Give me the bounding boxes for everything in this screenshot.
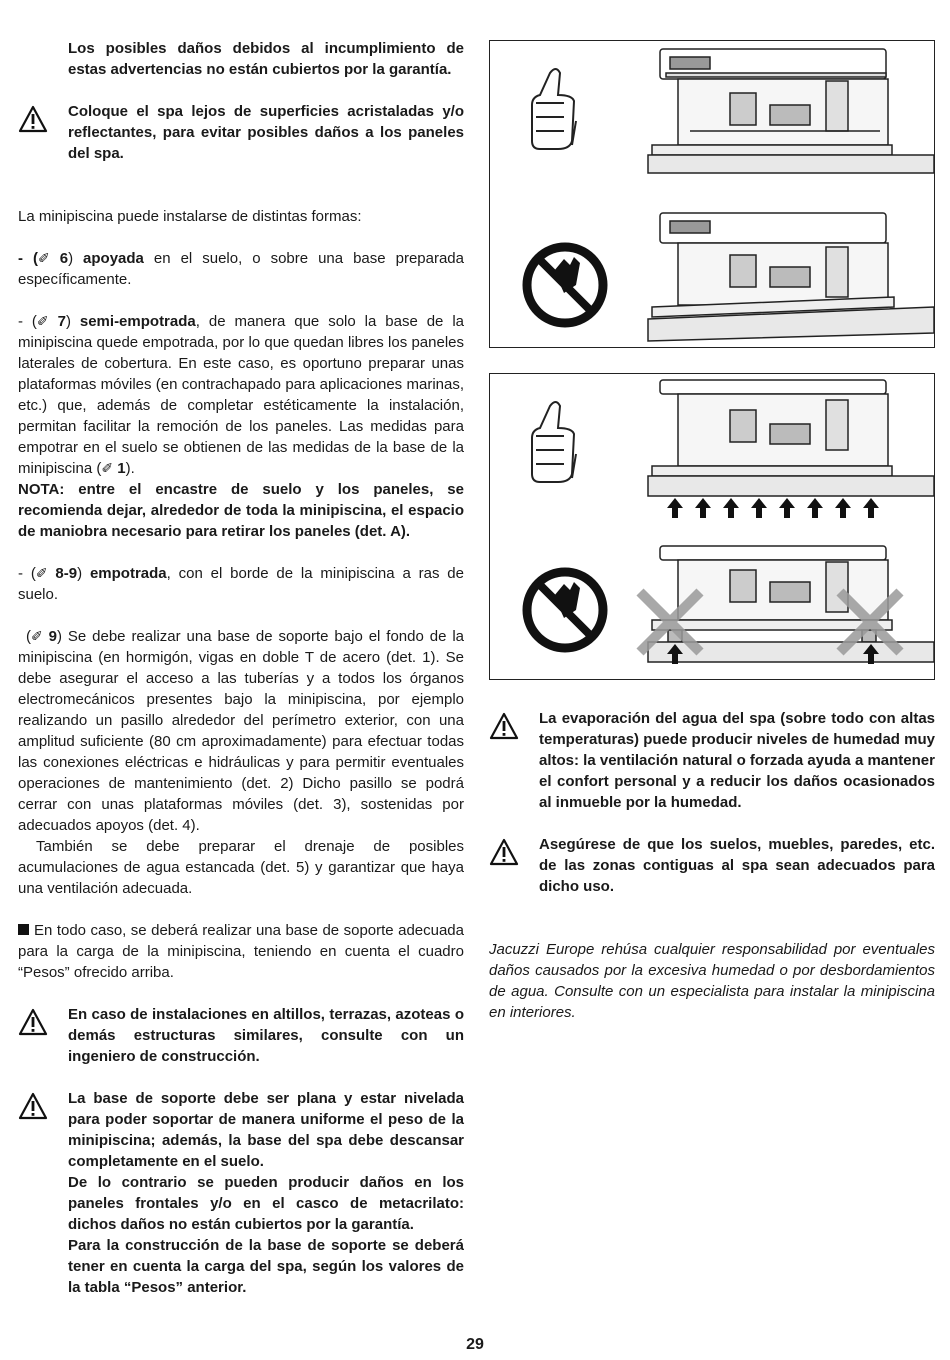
dash: - ( [18, 250, 38, 267]
warning-evaporation [489, 708, 935, 813]
warning-text: En caso de instalaciones en altillos, terrazas, azoteas o demás estructuras similares, consulte con un ingeniero de construcción. [68, 1006, 464, 1065]
intro-text: La minipiscina puede instalarse de distintas formas: [18, 208, 362, 225]
figure-leveling [489, 40, 935, 348]
prohibited-hand-icon [527, 247, 603, 323]
option-semi-empotrada [18, 311, 464, 479]
square-bullet-icon [18, 924, 29, 935]
term: semi-empotrada [79, 313, 196, 330]
pencil-icon: ✐ [36, 313, 49, 329]
support-text: ) Se debe realizar una base de soporte bajo el fondo de la minipiscina (en hormigón, vigas en doble T de acero (det. 1). Se debe asegurar el acceso a las tuberías y a todos los órganos electromecánicos presentes bajo la minipiscina, por ejemplo realizando un pasillo alrededor del perímetro exterior, con una amplitud suficiente (80 cm aproximadamente) para efectuar todas las conexiones eléctricas e hidráulicas y para permitir eventuales operaciones de mantenimiento (det. 2) Dicho pasillo se podrá cerrar con unas plataformas móviles (det. 3), sostenidas por adecuados apoyos (det. 4). [18, 628, 465, 834]
term: apoyada [83, 250, 144, 267]
option-apoyada [18, 248, 464, 290]
prohibited-hand-icon [527, 572, 603, 648]
pencil-icon: ✐ [31, 628, 43, 644]
paren: ( [26, 628, 31, 645]
general-note [18, 920, 464, 983]
warning-text: De lo contrario se pueden producir daños en los paneles frontales y/o en el casco de metacrilato: dichos daños no están cubiertos por la garantía. [68, 1174, 464, 1233]
figure-ref: 6 [59, 250, 69, 267]
warranty-note: Los posibles daños debidos al incumplimiento de estas advertencias no están cubiertos por la garantía. [68, 40, 464, 78]
warning-triangle-icon [489, 838, 519, 866]
pencil-icon: ✐ [35, 565, 48, 581]
warning-text: Para la construcción de la base de soporte se deberá tener en cuenta la carga del spa, según los valores de la tabla “Pesos” anterior. [68, 1237, 464, 1296]
option-text: , con el borde de la minipiscina a ras de suelo. [18, 565, 464, 603]
figure-ref: 8-9 [55, 565, 78, 582]
option-text: en el suelo, o sobre una base preparada específicamente. [18, 250, 464, 288]
dash: - ( [18, 313, 37, 330]
left-column [18, 38, 464, 1298]
warning-triangle-icon [18, 1008, 48, 1036]
figure-support [489, 373, 935, 680]
pencil-icon: ✐ [37, 250, 50, 266]
dash: - ( [18, 565, 36, 582]
figure-ref: 7 [57, 313, 66, 330]
general-note-text: En todo caso, se deberá realizar una base de soporte adecuada para la carga de la minipiscina, teniendo en cuenta el cuadro “Pesos” ofrecido arriba. [18, 922, 464, 981]
warning-triangle-icon [18, 1092, 48, 1120]
pencil-icon: ✐ [101, 460, 114, 476]
thumbs-up-icon [532, 69, 576, 149]
warning-base [18, 1088, 464, 1298]
right-column [489, 708, 935, 1023]
disclaimer: Jacuzzi Europe rehúsa cualquier responsabilidad por eventuales daños causados por la excesiva humedad o por desbordamientos de agua. Consulte con un especialista para instalar la minipiscina en interiores. [489, 941, 935, 1021]
warning-triangle-icon [489, 712, 519, 740]
figure-ref: 9 [48, 628, 57, 645]
paren: ) [77, 565, 90, 582]
nota-text: NOTA: entre el encastre de suelo y los paneles, se recomienda dejar, alrededor de toda la minipiscina, el espacio de maniobra necesario para retirar los paneles (det. A). [18, 481, 464, 540]
thumbs-up-icon [532, 402, 576, 482]
paren: ). [125, 460, 135, 477]
term: empotrada [89, 565, 167, 582]
warning-text: Coloque el spa lejos de superficies acristaladas y/o reflectantes, para evitar posibles daños a los paneles del spa. [68, 103, 464, 162]
warning-text: La evaporación del agua del spa (sobre todo con altas temperaturas) puede producir niveles de humedad muy altos: la ventilación natural o forzada ayuda a mantener el confort personal y a reducir los daños ocasionados al inmueble por la humedad. [539, 710, 935, 811]
paren: ) [65, 313, 80, 330]
warning-altillos [18, 1004, 464, 1067]
warning-text: Asegúrese de que los suelos, muebles, paredes, etc. de las zonas contiguas al spa sean adecuados para dicho uso. [539, 836, 935, 895]
drainage-text: También se debe preparar el drenaje de posibles acumulaciones de agua estancada (det. 5) y garantizar que haya una ventilación adecuada. [18, 838, 464, 897]
warning-triangle-icon [18, 105, 48, 133]
figure-support-drawing [490, 374, 934, 679]
option-text: , de manera que solo la base de la minipiscina quede empotrada, por lo que quedan libres los paneles laterales de cobertura. En este caso, es oportuno preparar unas plataformas móviles (en contrachapado para aplicaciones marinas, etc.) que, además de completar estéticamente la instalación, permitan facilitar la remoción de los paneles. Las medidas para empotrar en el suelo se obtienen de las medidas de la base de la minipiscina ( [18, 313, 464, 477]
warning-glass-surfaces [18, 101, 464, 164]
support-base-text [18, 626, 464, 836]
figure-ref: 1 [117, 460, 126, 477]
figure-leveling-drawing [490, 41, 934, 347]
warning-text: La base de soporte debe ser plana y estar nivelada para poder soportar de manera uniforme el peso de la minipiscina; además, la base del spa debe descansar completamente en el suelo. [68, 1090, 464, 1170]
option-empotrada [18, 563, 464, 605]
paren: ) [68, 250, 84, 267]
page-number: 29 [466, 1336, 484, 1353]
warning-floors [489, 834, 935, 897]
